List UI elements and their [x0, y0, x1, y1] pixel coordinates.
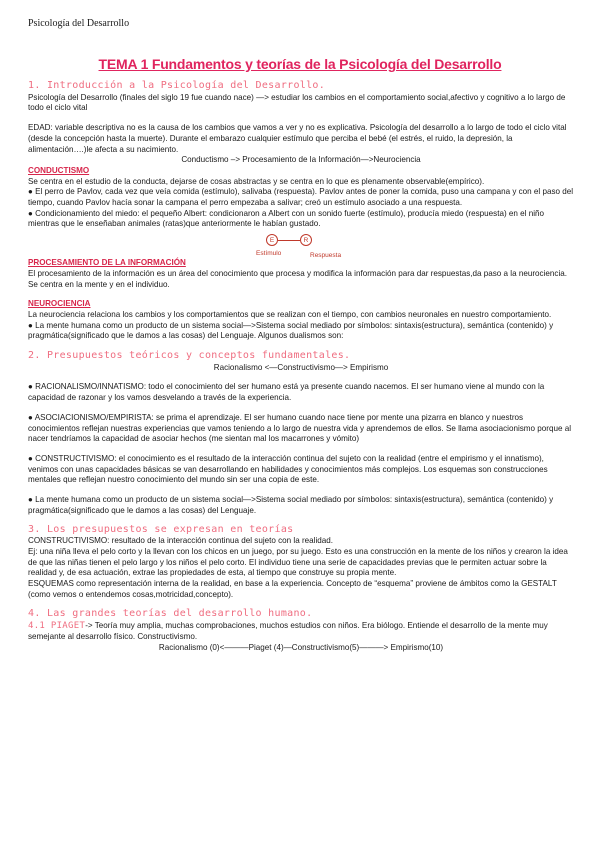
- section-4-heading: 4. Las grandes teorías del desarrollo humano.: [28, 608, 313, 620]
- node-r: R: [300, 234, 312, 246]
- piaget-text: -> Teoría muy amplia, muchas comprobaciones, muchos estudios con niños. Era biólogo. Entiende el desarrollo de la mente muy semejante al desarrollo físico. Constructivismo.: [28, 621, 548, 641]
- piaget-subheading: 4.1 PIAGET: [28, 621, 86, 632]
- asociacionismo-paragraph: ● ASOCIACIONISMO/EMPIRISTA: se prima el aprendizaje. El ser humano cuando nace tiene por mente una pizarra en blanco y nuestros conocimientos reflejan nuestras experiencias que vamos teniendo a lo largo de nuestra vida y aprendemos de ellos. Se llama asociacionismo porque al nacer tendríamos la capacidad de asociar hechos (me sientan mal los macarrones y vómito): [28, 412, 572, 444]
- s3-paragraph-2: Ej: una niña lleva el pelo corto y la llevan con los chicos en un juego, por su juego. Esto es una construcción en la mente de los niños y crearon la idea de que las niñas tienen el pelo largo y los niños el pelo corto. El individuo tiene una serie de capacidades previas que le permiten actuar sobre la realidad y, de esa actuación, extrae las propiedades de esta, al tiempo que construye su propia mente.: [28, 546, 568, 578]
- piaget-paragraph: [28, 621, 574, 642]
- stimulus-response-diagram: [28, 230, 574, 258]
- procesamiento-paragraph: El procesamiento de la información es un área del conocimiento que procesa y modifica la información para dar respuestas,da paso a la neurociencia. Se centra en la mente y en el individuo.: [28, 268, 567, 289]
- mente-paragraph: ● La mente humana como un producto de un sistema social—>Sistema social mediado por símbolos: sintaxis(estructura), semántica (contenido) y pragmática(significado que le damos a las cosas) del Lenguaje.: [28, 495, 554, 515]
- node-e: E: [266, 234, 278, 246]
- s4-formula: Racionalismo (0)<———Piaget (4)—Constructivismo(5)———> Empirismo(10): [158, 642, 444, 652]
- neurociencia-paragraph-1: La neurociencia relaciona los cambios y los comportamientos que se realizan con el tiempo, con cambios neuronales en nuestro comportamiento.: [28, 309, 552, 319]
- section-2-heading: 2. Presupuestos teóricos y conceptos fundamentales.: [28, 350, 351, 362]
- s3-paragraph-1: CONSTRUCTIVISMO: resultado de la interacción continua del sujeto con la realidad.: [28, 536, 334, 546]
- s1-paragraph-edad: EDAD: variable descriptiva no es la causa de los cambios que vamos a ver y no es explicativa. Psicología del desarrollo a lo largo de todo el ciclo vital (desde la concepción hasta la muerte). Durante el embarazo cualquier estímulo que perciba el bebé (el estrés, el ruido, la depresión, la alimentación….)le afecta a su nacimiento.: [28, 123, 567, 154]
- conductismo-title: CONDUCTISMO: [28, 165, 90, 175]
- neurociencia-paragraph-2: ● La mente humana como un producto de un sistema social—>Sistema social mediado por símbolos: sintaxis(estructura), semántica (contenido) y pragmática(significado que le damos a las cosas) del Lenguaje. Algunos dualismos son:: [28, 320, 554, 341]
- label-respuesta: Respuesta: [310, 252, 342, 260]
- page-title: TEMA 1 Fundamentos y teorías de la Psicología del Desarrollo: [98, 56, 502, 72]
- document-body: [28, 76, 574, 653]
- s1-formula: Conductismo –> Procesamiento de la Información—>Neurociencia: [181, 155, 421, 165]
- conductismo-paragraph-pavlov: ● El perro de Pavlov, cada vez que veía comida (estímulo), salivaba (respuesta). Pavlov antes de poner la comida, puso una campana y con el paso del tiempo, cuando Pavlov hacía sonar la campana el perro empezaba a salivar; creó un estímulo asociado a una respuesta.: [28, 187, 574, 208]
- constructivismo-paragraph: ● CONSTRUCTIVISMO: el conocimiento es el resultado de la interacción continua del sujeto con la realidad (entre el empirismo y el innatismo), venimos con unas capacidades básicas se van desarrollando en habilidades y conocimientos más complejos. Los esquemas son construcciones mentales que reflejan nuestro conocimiento del mundo sin ser una copia de este.: [28, 453, 548, 485]
- conductismo-paragraph-albert: ● Condicionamiento del miedo: el pequeño Albert: condicionaron a Albert con un sonido fuerte (estímulo), producía miedo (respuesta) en el niño mientras que le enseñaban animales (ratas)que anteriormente le habían gustado.: [28, 208, 545, 229]
- label-estimulo: Estímulo: [256, 250, 282, 258]
- conductismo-paragraph-1: Se centra en el estudio de la conducta, dejarse de cosas abstractas y se centra en lo que es plenamente observable(empírico).: [28, 176, 485, 186]
- connector-line: [278, 240, 300, 241]
- s2-formula: Racionalismo <—Constructivismo—> Empirismo: [213, 362, 389, 372]
- racionalismo-paragraph: ● RACIONALISMO/INNATISMO: todo el conocimiento del ser humano está ya presente cuando nacemos. El ser humano viene al mundo con la capacidad de razonar y los vamos desvelando a través de la experiencia.: [28, 382, 545, 403]
- s1-paragraph-1: Psicología del Desarrollo (finales del siglo 19 fue cuando nace) —> estudiar los cambios en el comportamiento social,afectivo y cognitivo a lo largo de todo el ciclo vital: [28, 92, 566, 113]
- neurociencia-title: NEUROCIENCIA: [28, 299, 91, 309]
- s3-paragraph-3: ESQUEMAS como representación interna de la realidad, en base a la experiencia. Concepto de “esquema” proviene de ámbitos como la GESTALT (como vemos o entendemos cosas,motricidad,concepto).: [28, 579, 557, 599]
- page-header: Psicología del Desarrollo: [28, 18, 130, 29]
- section-3-heading: 3. Los presupuestos se expresan en teorías: [28, 523, 294, 535]
- section-1-heading: 1. Introducción a la Psicología del Desarrollo.: [28, 80, 326, 91]
- procesamiento-title: PROCESAMIENTO DE LA INFORMACIÓN: [28, 258, 186, 268]
